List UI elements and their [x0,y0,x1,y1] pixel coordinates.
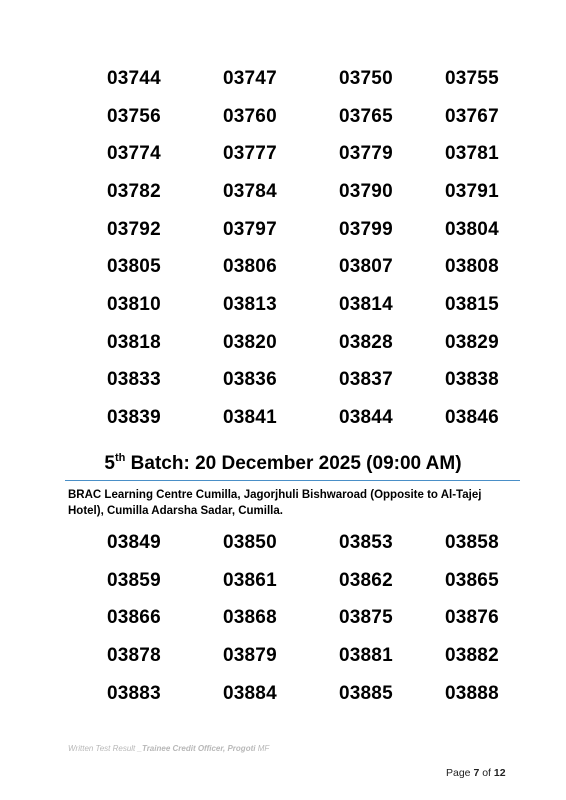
roll-number: 03881 [339,645,393,666]
roll-number: 03865 [445,570,499,591]
roll-number: 03850 [223,532,277,553]
batch-date-time: Batch: 20 December 2025 (09:00 AM) [125,453,462,474]
batch-ordinal-suffix: th [115,452,126,464]
footer-note-suffix: MF [255,744,270,753]
roll-number: 03760 [223,106,277,127]
footer-note-prefix: Written Test Result _ [68,744,142,753]
table-row [0,328,566,358]
page-current: 7 [473,767,480,779]
roll-number: 03820 [223,332,277,353]
table-row [0,528,566,558]
heading-divider [65,480,520,481]
roll-number: 03837 [339,369,393,390]
roll-number: 03814 [339,294,393,315]
roll-number: 03859 [107,570,161,591]
roll-number: 03836 [223,369,277,390]
table-row [0,177,566,207]
roll-number: 03839 [107,407,161,428]
roll-number: 03815 [445,294,499,315]
table-row [0,365,566,395]
roll-number: 03790 [339,181,393,202]
roll-number: 03862 [339,570,393,591]
roll-number: 03866 [107,607,161,628]
roll-number: 03833 [107,369,161,390]
roll-number: 03755 [445,68,499,89]
roll-number: 03868 [223,607,277,628]
table-row [0,641,566,671]
roll-number: 03765 [339,106,393,127]
table-row [0,566,566,596]
roll-number: 03849 [107,532,161,553]
roll-number: 03858 [445,532,499,553]
roll-number: 03807 [339,256,393,277]
roll-number: 03882 [445,645,499,666]
roll-number: 03806 [223,256,277,277]
roll-number: 03888 [445,683,499,704]
roll-number: 03844 [339,407,393,428]
roll-number: 03779 [339,143,393,164]
roll-number: 03829 [445,332,499,353]
roll-number: 03841 [223,407,277,428]
roll-number: 03781 [445,143,499,164]
roll-number: 03878 [107,645,161,666]
roll-number: 03818 [107,332,161,353]
roll-number: 03883 [107,683,161,704]
footer-note-title: Trainee Credit Officer, Progoti [141,744,256,753]
roll-number: 03846 [445,407,499,428]
roll-number: 03744 [107,68,161,89]
roll-number: 03884 [223,683,277,704]
roll-number: 03797 [223,219,277,240]
page-number [446,766,506,780]
roll-number: 03828 [339,332,393,353]
roll-number: 03876 [445,607,499,628]
footer-note [68,744,269,754]
table-row [0,252,566,282]
roll-number: 03747 [223,68,277,89]
table-row [0,64,566,94]
table-row [0,290,566,320]
roll-number: 03782 [107,181,161,202]
roll-number: 03799 [339,219,393,240]
roll-number: 03774 [107,143,161,164]
roll-number: 03885 [339,683,393,704]
roll-number: 03767 [445,106,499,127]
batch-heading [0,450,566,478]
table-row [0,603,566,633]
batch-number: 5 [104,453,115,474]
roll-number: 03813 [223,294,277,315]
table-row [0,403,566,433]
table-row [0,139,566,169]
roll-number: 03805 [107,256,161,277]
roll-number: 03791 [445,181,499,202]
roll-number: 03808 [445,256,499,277]
roll-number: 03792 [107,219,161,240]
roll-number: 03810 [107,294,161,315]
roll-number: 03875 [339,607,393,628]
roll-number: 03777 [223,143,277,164]
table-row [0,679,566,709]
roll-number: 03784 [223,181,277,202]
venue-address: BRAC Learning Centre Cumilla, Jagorjhuli Bishwaroad (Opposite to Al-Tajej Hotel), Cumilla Adarsha Sadar, Cumilla. [68,489,482,517]
roll-number: 03750 [339,68,393,89]
page-of: of [479,767,494,779]
roll-number: 03804 [445,219,499,240]
table-row [0,102,566,132]
roll-number: 03861 [223,570,277,591]
roll-number: 03838 [445,369,499,390]
page-label: Page [446,767,474,779]
roll-number: 03853 [339,532,393,553]
roll-number: 03879 [223,645,277,666]
table-row [0,215,566,245]
roll-number: 03756 [107,106,161,127]
page-total: 12 [493,767,506,779]
